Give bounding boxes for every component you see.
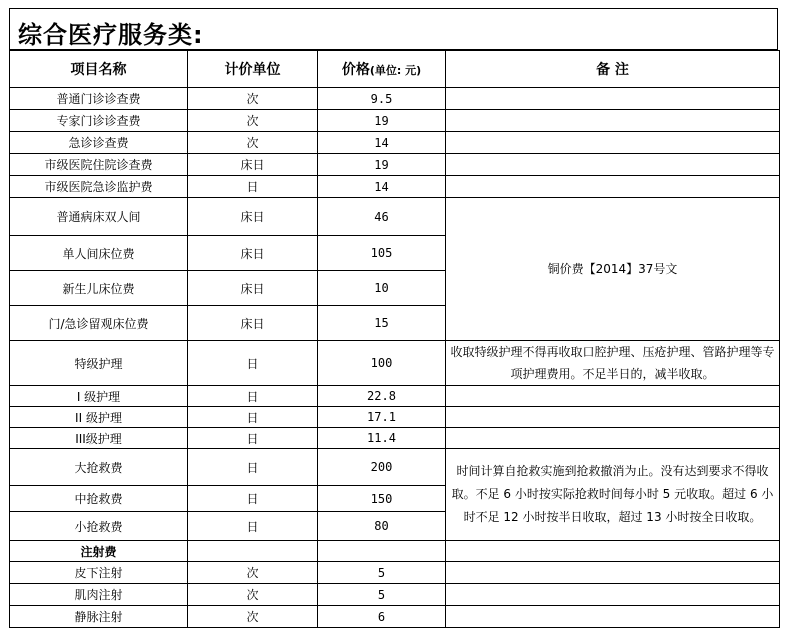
- header-price: [318, 51, 446, 88]
- item-remark: [446, 562, 780, 584]
- item-name: 单人间床位费: [10, 236, 188, 271]
- item-remark: [446, 176, 780, 198]
- header-remark: [446, 51, 780, 88]
- item-price: 46: [318, 198, 446, 236]
- item-unit: 床日: [188, 271, 318, 306]
- item-unit: 日: [188, 486, 318, 512]
- item-price: 9.5: [318, 88, 446, 110]
- section-name: 注射费: [10, 541, 188, 562]
- table-row: [10, 386, 780, 407]
- fee-table: [9, 50, 780, 628]
- item-unit: 次: [188, 606, 318, 628]
- item-unit: 次: [188, 562, 318, 584]
- item-name: III级护理: [10, 428, 188, 449]
- page-title: 综合医疗服务类:: [18, 21, 204, 49]
- item-name: 静脉注射: [10, 606, 188, 628]
- item-remark: [446, 541, 780, 562]
- item-price: 10: [318, 271, 446, 306]
- item-remark: [446, 154, 780, 176]
- header-price-unit: (单位: 元): [369, 64, 422, 77]
- item-price: 19: [318, 154, 446, 176]
- rescue-note: 时间计算自抢救实施到抢救撤消为止。没有达到要求不得收取。不足 6 小时按实际抢救时间每小时 5 元收取。超过 6 小时不足 12 小时按半日收取，超过 13 小时按全日收取。: [446, 449, 780, 541]
- item-unit: 日: [188, 512, 318, 541]
- item-name: 急诊诊查费: [10, 132, 188, 154]
- item-unit: 日: [188, 407, 318, 428]
- item-price: 105: [318, 236, 446, 271]
- title-box: [9, 8, 778, 50]
- item-remark: [446, 386, 780, 407]
- special-care-note: 收取特级护理不得再收取口腔护理、压疮护理、管路护理等专项护理费用。不足半日的，减半收取。: [446, 341, 780, 386]
- item-remark: [446, 88, 780, 110]
- item-unit: 日: [188, 176, 318, 198]
- table-row: [10, 584, 780, 606]
- item-unit: 次: [188, 88, 318, 110]
- item-price: 100: [318, 341, 446, 386]
- item-remark: [446, 407, 780, 428]
- item-price: 200: [318, 449, 446, 486]
- item-unit: 床日: [188, 154, 318, 176]
- item-name: 大抢救费: [10, 449, 188, 486]
- table-row: [10, 176, 780, 198]
- item-price: 11.4: [318, 428, 446, 449]
- item-price: [318, 541, 446, 562]
- item-price: 5: [318, 584, 446, 606]
- item-name: 普通门诊诊查费: [10, 88, 188, 110]
- item-name: I 级护理: [10, 386, 188, 407]
- table-row: [10, 132, 780, 154]
- table-row: [10, 562, 780, 584]
- item-name: 市级医院急诊监护费: [10, 176, 188, 198]
- table-row: [10, 198, 780, 236]
- item-unit: [188, 541, 318, 562]
- item-remark: [446, 428, 780, 449]
- item-name: 肌肉注射: [10, 584, 188, 606]
- item-unit: 次: [188, 110, 318, 132]
- item-unit: 床日: [188, 198, 318, 236]
- item-price: 150: [318, 486, 446, 512]
- header-unit: 计价单位: [188, 51, 318, 88]
- item-name: 皮下注射: [10, 562, 188, 584]
- item-unit: 日: [188, 386, 318, 407]
- item-price: 15: [318, 306, 446, 341]
- item-name: 市级医院住院诊查费: [10, 154, 188, 176]
- item-unit: 次: [188, 132, 318, 154]
- header-price-main: 价格: [341, 62, 370, 78]
- table-row: [10, 154, 780, 176]
- item-price: 14: [318, 176, 446, 198]
- item-unit: 床日: [188, 236, 318, 271]
- header-remark-label: 备 注: [596, 62, 629, 78]
- item-name: II 级护理: [10, 407, 188, 428]
- header-name: 项目名称: [10, 51, 188, 88]
- item-name: 中抢救费: [10, 486, 188, 512]
- table-row: [10, 606, 780, 628]
- item-unit: 日: [188, 428, 318, 449]
- item-price: 80: [318, 512, 446, 541]
- item-unit: 日: [188, 341, 318, 386]
- item-price: 22.8: [318, 386, 446, 407]
- item-remark: [446, 110, 780, 132]
- table-row: [10, 88, 780, 110]
- item-name: 门/急诊留观床位费: [10, 306, 188, 341]
- item-name: 特级护理: [10, 341, 188, 386]
- item-unit: 次: [188, 584, 318, 606]
- item-price: 5: [318, 562, 446, 584]
- table-row: [10, 407, 780, 428]
- bed-fee-note: 铜价费【2014】37号文: [446, 198, 780, 341]
- item-remark: [446, 606, 780, 628]
- table-row: [10, 110, 780, 132]
- item-price: 14: [318, 132, 446, 154]
- item-remark: [446, 584, 780, 606]
- header-row: [10, 51, 780, 88]
- item-price: 17.1: [318, 407, 446, 428]
- item-name: 普通病床双人间: [10, 198, 188, 236]
- item-unit: 日: [188, 449, 318, 486]
- section-row: [10, 541, 780, 562]
- item-name: 小抢救费: [10, 512, 188, 541]
- item-name: 新生儿床位费: [10, 271, 188, 306]
- table-row: [10, 341, 780, 386]
- item-remark: [446, 132, 780, 154]
- item-name: 专家门诊诊查费: [10, 110, 188, 132]
- table-row: [10, 428, 780, 449]
- table-row: [10, 449, 780, 486]
- item-price: 19: [318, 110, 446, 132]
- item-price: 6: [318, 606, 446, 628]
- item-unit: 床日: [188, 306, 318, 341]
